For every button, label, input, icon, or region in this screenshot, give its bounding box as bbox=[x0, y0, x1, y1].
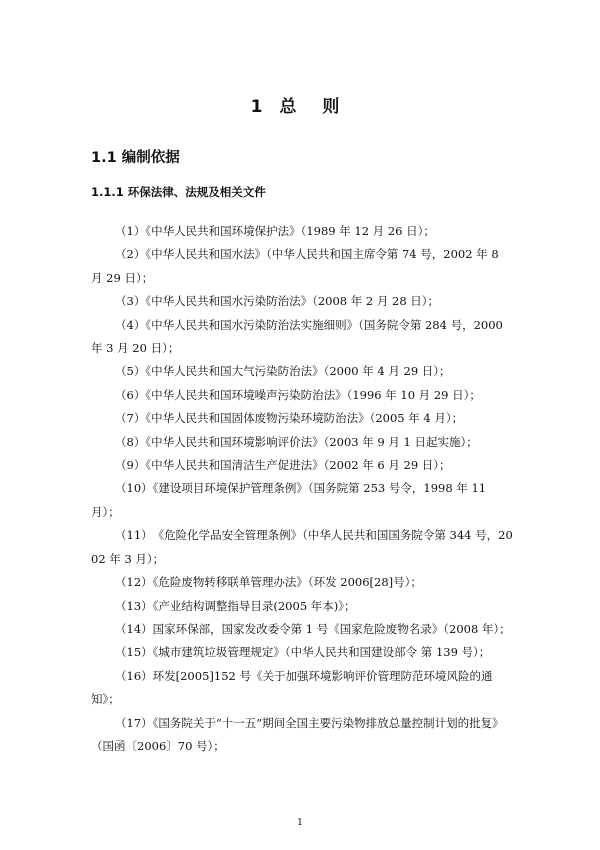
reference-item: （11） 《危险化学品安全管理条例》（中华人民共和国国务院令第 344 号，2002 年 3 月）； bbox=[91, 528, 513, 566]
reference-item: （6）《中华人民共和国环境噪声污染防治法》（1996 年 10 月 29 日）； bbox=[115, 387, 481, 402]
reference-item: （12）《危险废物转移联单管理办法》（环发 2006[28]号）； bbox=[115, 575, 422, 590]
section-title: 1.1 编制依据 bbox=[91, 150, 180, 166]
reference-item: （4）《中华人民共和国水污染防治法实施细则》（国务院令第 284 号，2000 年 3 月 20 日）； bbox=[91, 317, 503, 356]
reference-item: （2）《中华人民共和国水法》（中华人民共和国主席令第 74 号，2002 年 8 月 29 日）； bbox=[91, 247, 499, 285]
reference-item: （9）《中华人民共和国清洁生产促进法》（2002 年 6 月 29 日）； bbox=[115, 458, 451, 473]
reference-item: （3）《中华人民共和国水污染防治法》（2008 年 2 月 28 日）； bbox=[115, 294, 440, 309]
subsection-title: 1.1.1 环保法律、法规及相关文件 bbox=[91, 185, 266, 199]
chapter-title bbox=[0, 92, 600, 117]
chapter-heading-text: 总 则 bbox=[279, 97, 350, 117]
chapter-number: 1 bbox=[250, 97, 266, 117]
page-number: 1 bbox=[296, 817, 304, 828]
reference-item: （14）国家环保部，国家发改委令第 1 号《国家危险废物名录》（2008 年）； bbox=[115, 621, 511, 636]
reference-item: （7）《中华人民共和国固体废物污染环境防治法》（2005 年 4 月）； bbox=[115, 411, 464, 426]
reference-item: （10）《建设项目环境保护管理条例》（国务院第 253 号令，1998 年 11 月）； bbox=[91, 481, 487, 519]
reference-item: （17）《国务院关于“十一五”期间全国主要污染物排放总量控制计划的批复》（国函〔2006〕70 号）； bbox=[91, 715, 504, 753]
reference-item: （16）环发[2005]152 号《关于加强环境影响评价管理防范环境风险的通知》； bbox=[91, 668, 493, 707]
reference-item: （13）《产业结构调整指导目录(2005 年本)》； bbox=[115, 598, 356, 613]
reference-item: （5）《中华人民共和国大气污染防治法》（2000 年 4 月 29 日）； bbox=[115, 364, 451, 379]
reference-item: （1）《中华人民共和国环境保护法》（1989 年 12 月 26 日）； bbox=[115, 224, 435, 238]
reference-item: （15）《城市建筑垃圾管理规定》（中华人民共和国建设部令 第 139 号）； bbox=[115, 645, 491, 660]
reference-list bbox=[91, 220, 513, 758]
reference-item: （8）《中华人民共和国环境影响评价法》（2003 年 9 月 1 日起实施）； bbox=[115, 434, 478, 449]
